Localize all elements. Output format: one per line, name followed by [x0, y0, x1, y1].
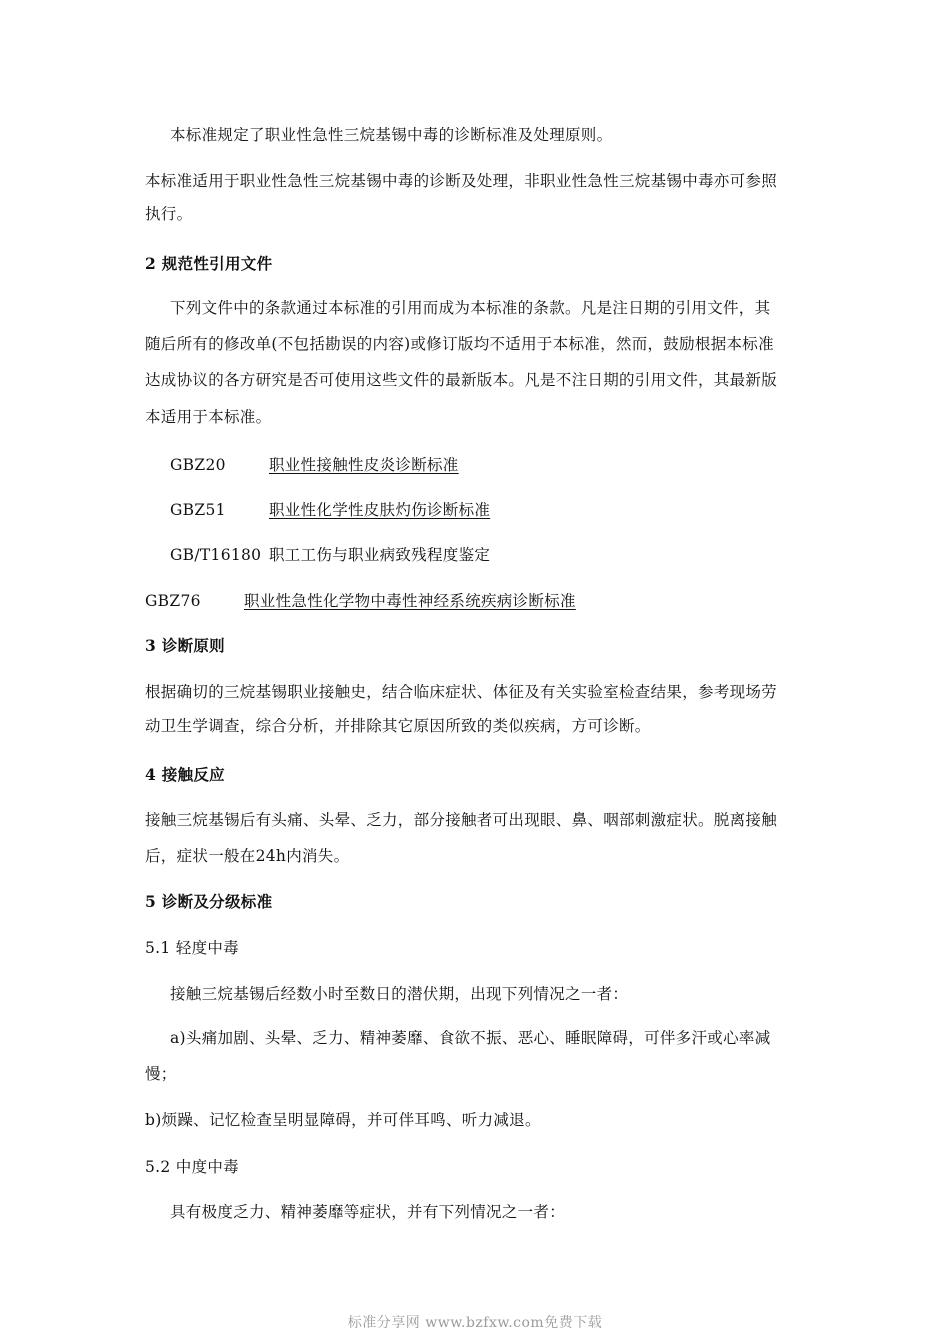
- reference-title-link[interactable]: 职业性化学性皮肤灼伤诊断标准: [269, 501, 491, 519]
- reference-title: 职工工伤与职业病致残程度鉴定: [269, 546, 491, 564]
- heading-section-5-1: 5.1 轻度中毒: [145, 939, 239, 957]
- paragraph-mild-a-line-2: 慢；: [145, 1065, 177, 1083]
- reference-code: GBZ51: [170, 501, 226, 519]
- heading-section-2: 2 规范性引用文件: [145, 254, 273, 273]
- paragraph-principle-line-2: 动卫生学调查，综合分析，并排除其它原因所致的类似疾病，方可诊断。: [145, 717, 651, 735]
- paragraph-contact-line-2: 后，症状一般在24h内消失。: [145, 847, 350, 865]
- paragraph-refs-line-4: 本适用于本标准。: [145, 408, 272, 426]
- paragraph-moderate-intro: 具有极度乏力、精神萎靡等症状，并有下列情况之一者：: [170, 1203, 566, 1221]
- paragraph-scope-2-line-1: 本标准适用于职业性急性三烷基锡中毒的诊断及处理，非职业性急性三烷基锡中毒亦可参照: [145, 172, 778, 190]
- reference-title-link[interactable]: 职业性接触性皮炎诊断标准: [269, 456, 459, 474]
- paragraph-mild-b: b)烦躁、记忆检查呈明显障碍，并可伴耳鸣、听力减退。: [145, 1111, 541, 1129]
- paragraph-principle-line-1: 根据确切的三烷基锡职业接触史，结合临床症状、体征及有关实验室检查结果，参考现场劳: [145, 683, 778, 701]
- heading-section-4: 4 接触反应: [145, 765, 225, 784]
- reference-code: GBZ76: [145, 592, 201, 610]
- heading-section-5-2: 5.2 中度中毒: [145, 1158, 239, 1176]
- reference-code: GBZ20: [170, 456, 226, 474]
- paragraph-scope-2-line-2: 执行。: [145, 205, 193, 223]
- heading-section-5: 5 诊断及分级标准: [145, 892, 273, 911]
- paragraph-mild-intro: 接触三烷基锡后经数小时至数日的潜伏期，出现下列情况之一者：: [170, 985, 629, 1003]
- paragraph-refs-line-1: 下列文件中的条款通过本标准的引用而成为本标准的条款。凡是注日期的引用文件，其: [170, 299, 771, 317]
- paragraph-mild-a-line-1: a)头痛加剧、头晕、乏力、精神萎靡、食欲不振、恶心、睡眠障碍，可伴多汗或心率减: [170, 1029, 771, 1047]
- paragraph-refs-line-3: 达成协议的各方研究是否可使用这些文件的最新版本。凡是不注日期的引用文件，其最新版: [145, 371, 778, 389]
- paragraph-scope-1: 本标准规定了职业性急性三烷基锡中毒的诊断标准及处理原则。: [170, 126, 613, 144]
- paragraph-refs-line-2: 随后所有的修改单(不包括勘误的内容)或修订版均不适用于本标准，然而，鼓励根据本标准: [145, 335, 774, 353]
- paragraph-contact-line-1: 接触三烷基锡后有头痛、头晕、乏力，部分接触者可出现眼、鼻、咽部刺激症状。脱离接触: [145, 811, 778, 829]
- reference-code: GB/T16180: [170, 546, 262, 564]
- heading-section-3: 3 诊断原则: [145, 636, 225, 655]
- reference-title-link[interactable]: 职业性急性化学物中毒性神经系统疾病诊断标准: [244, 592, 576, 610]
- page-footer-watermark: 标准分享网 www.bzfxw.com免费下载: [347, 1315, 603, 1331]
